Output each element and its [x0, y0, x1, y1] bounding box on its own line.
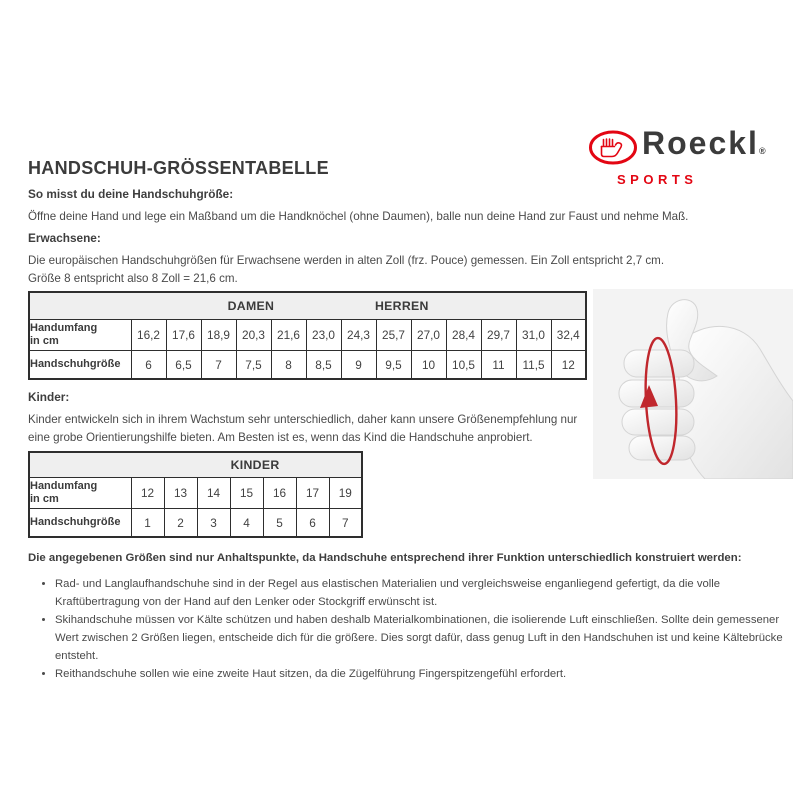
- brand-wordmark: [642, 126, 766, 168]
- brand-subline: SPORTS: [617, 172, 698, 187]
- section-adults: [28, 231, 748, 288]
- table-cell: 16: [263, 478, 296, 509]
- roeckl-sports-logo: [588, 126, 788, 187]
- row-label-glove-size: Handschuhgröße: [29, 509, 131, 538]
- table-cell: 27,0: [411, 320, 446, 351]
- measure-text: Öffne deine Hand und lege ein Maßband um die Handknöchel (ohne Daumen), balle nun deine Hand zur Faust und nehme Maß.: [28, 210, 689, 223]
- table-cell: 9,5: [376, 351, 411, 380]
- kids-table-group-row: [29, 452, 362, 478]
- kids-heading: Kinder:: [28, 390, 70, 404]
- group-label-damen: DAMEN: [227, 299, 275, 313]
- table-cell: 14: [197, 478, 230, 509]
- kids-text: Kinder entwickeln sich in ihrem Wachstum sehr unterschiedlich, daher kann unsere Größenempfehlung nur eine grobe Orientierungshilfe bieten. Am Besten ist es, wenn das Kind die Handschuhe anprobiert.: [28, 413, 578, 444]
- adult-size-row: [29, 351, 586, 380]
- table-cell: 7,5: [236, 351, 271, 380]
- table-cell: 20,3: [236, 320, 271, 351]
- table-cell: 8,5: [306, 351, 341, 380]
- table-cell: 19: [329, 478, 362, 509]
- row-label-line1: Handumfang: [30, 480, 98, 492]
- table-cell: 2: [164, 509, 197, 538]
- group-header-cell: [29, 452, 362, 478]
- table-cell: 6: [296, 509, 329, 538]
- row-label-line2: in cm: [30, 335, 59, 347]
- table-cell: 28,4: [446, 320, 481, 351]
- table-cell: 7: [329, 509, 362, 538]
- group-header-cell: [29, 292, 586, 320]
- fist-glyph-icon: [602, 139, 622, 157]
- table-cell: 15: [230, 478, 263, 509]
- hand-measure-figure: [593, 289, 793, 479]
- kids-size-table: [28, 451, 363, 538]
- row-label-line1: Handumfang: [30, 322, 98, 334]
- list-item: • Reithandschuhe sollen wie eine zweite Haut sitzen, da die Zügelführung Fingerspitzengefühl erfordert.: [55, 665, 784, 683]
- row-label-circumference: [29, 320, 131, 351]
- logo-oval-outline: [591, 132, 636, 163]
- table-cell: 25,7: [376, 320, 411, 351]
- list-item: • Skihandschuhe müssen vor Kälte schützen und haben deshalb Materialkombinationen, die isolierende Luft einschließen. Sollte dein gemessener Wert zwischen 2 Größen liegen, entscheide dich für die größere. Dies sorgt dafür, dass genug Luft in den Handschuhen ist und keine Kältebrücke entsteht.: [55, 611, 784, 665]
- table-cell: 8: [271, 351, 306, 380]
- table-cell: 29,7: [481, 320, 516, 351]
- brand-name: Roeckl: [642, 125, 759, 161]
- table-cell: 12: [131, 478, 164, 509]
- table-cell: 21,6: [271, 320, 306, 351]
- table-cell: 12: [551, 351, 586, 380]
- group-label-herren: HERREN: [374, 299, 429, 313]
- table-cell: 10,5: [446, 351, 481, 380]
- adult-circumference-row: [29, 320, 586, 351]
- row-label-glove-size: Handschuhgröße: [29, 351, 131, 380]
- table-cell: 4: [230, 509, 263, 538]
- table-cell: 11,5: [516, 351, 551, 380]
- table-cell: 31,0: [516, 320, 551, 351]
- table-cell: 6,5: [166, 351, 201, 380]
- notes-intro: Die angegebenen Größen sind nur Anhaltspunkte, da Handschuhe entsprechend ihrer Funktion unterschiedlich konstruiert werden:: [28, 552, 742, 564]
- section-how-to-measure: [28, 187, 748, 226]
- table-cell: 3: [197, 509, 230, 538]
- table-cell: 5: [263, 509, 296, 538]
- table-cell: 13: [164, 478, 197, 509]
- page-title: HANDSCHUH-GRÖSSENTABELLE: [28, 158, 329, 179]
- adult-table-group-row: [29, 292, 586, 320]
- section-kids: [28, 390, 594, 447]
- table-cell: 7: [201, 351, 236, 380]
- table-cell: 17: [296, 478, 329, 509]
- table-cell: 10: [411, 351, 446, 380]
- adults-text-line2: Größe 8 entspricht also 8 Zoll = 21,6 cm.: [28, 272, 238, 285]
- row-label-line2: in cm: [30, 493, 59, 505]
- row-label-circumference: [29, 478, 131, 509]
- kids-circumference-row: [29, 478, 362, 509]
- adults-heading: Erwachsene:: [28, 231, 101, 245]
- registered-trademark: ®: [758, 146, 766, 156]
- section-notes: [28, 552, 784, 683]
- group-label-kinder: KINDER: [230, 458, 280, 472]
- table-cell: 23,0: [306, 320, 341, 351]
- list-item: • Rad- und Langlaufhandschuhe sind in der Regel aus elastischen Materialien und vergleichsweise enganliegend gefertigt, da die volle Kraftübertragung von der Hand auf den Lenker oder Stockgriff erwünscht ist.: [55, 575, 784, 611]
- table-cell: 11: [481, 351, 516, 380]
- table-cell: 9: [341, 351, 376, 380]
- notes-list: [28, 575, 784, 683]
- table-cell: 6: [131, 351, 166, 380]
- adults-text-line1: Die europäischen Handschuhgrößen für Erwachsene werden in alten Zoll (frz. Pouce) gemessen. Ein Zoll entspricht 2,7 cm.: [28, 254, 665, 267]
- hand-oval-logo-icon: [588, 129, 638, 171]
- kids-size-row: [29, 509, 362, 538]
- table-cell: 16,2: [131, 320, 166, 351]
- table-cell: 18,9: [201, 320, 236, 351]
- table-cell: 1: [131, 509, 164, 538]
- table-cell: 24,3: [341, 320, 376, 351]
- table-cell: 32,4: [551, 320, 586, 351]
- measure-heading: So misst du deine Handschuhgröße:: [28, 187, 234, 201]
- adult-size-table: [28, 291, 587, 380]
- table-cell: 17,6: [166, 320, 201, 351]
